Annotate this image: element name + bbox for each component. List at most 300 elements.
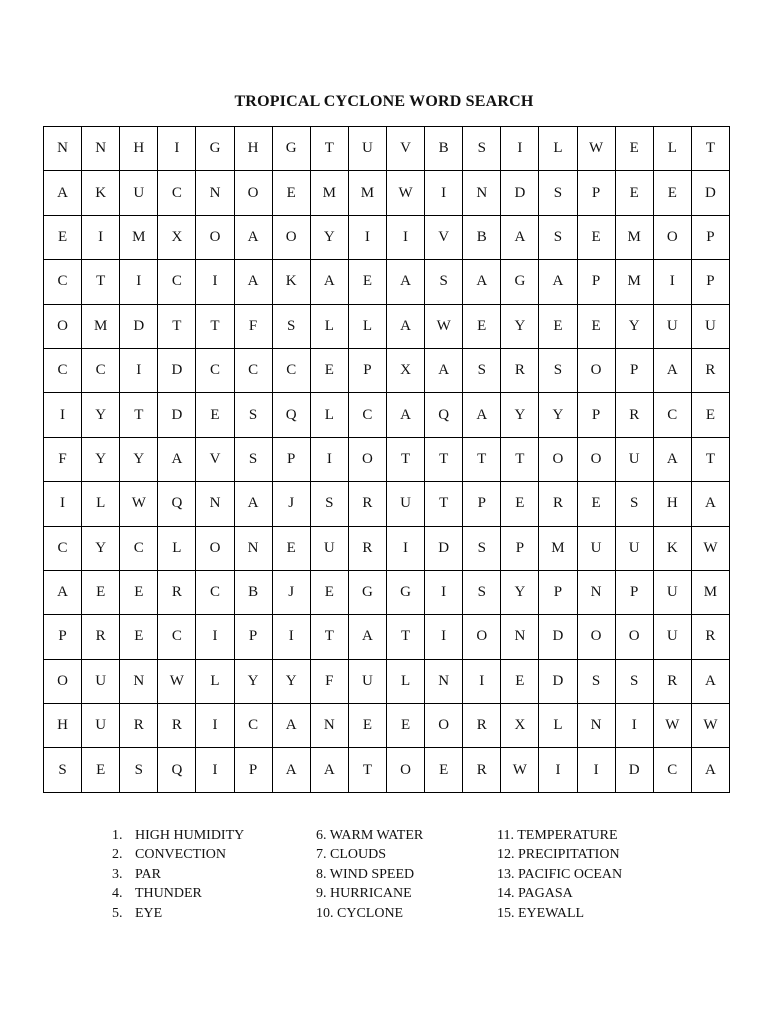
grid-cell[interactable]: C <box>196 348 234 392</box>
grid-cell[interactable]: O <box>577 437 615 481</box>
grid-cell[interactable]: C <box>234 348 272 392</box>
grid-cell[interactable]: L <box>539 127 577 171</box>
grid-cell[interactable]: A <box>425 348 463 392</box>
grid-cell[interactable]: P <box>234 748 272 793</box>
grid-cell[interactable]: Y <box>615 304 653 348</box>
grid-cell[interactable]: I <box>196 748 234 793</box>
grid-cell[interactable]: S <box>425 260 463 304</box>
word-number: 6. <box>316 828 327 843</box>
grid-cell[interactable]: I <box>386 526 424 570</box>
grid-cell[interactable]: P <box>615 348 653 392</box>
grid-cell[interactable]: C <box>158 171 196 215</box>
grid-cell[interactable]: E <box>577 304 615 348</box>
grid-cell[interactable]: R <box>653 659 691 703</box>
grid-cell[interactable]: S <box>234 437 272 481</box>
grid-cell[interactable]: I <box>82 215 120 259</box>
grid-cell[interactable]: Y <box>501 304 539 348</box>
grid-cell[interactable]: Q <box>425 393 463 437</box>
grid-cell[interactable]: A <box>386 304 424 348</box>
grid-cell[interactable]: U <box>386 482 424 526</box>
grid-cell[interactable]: X <box>158 215 196 259</box>
word-list-item <box>316 904 496 923</box>
grid-cell[interactable]: D <box>158 393 196 437</box>
grid-cell[interactable]: Y <box>501 393 539 437</box>
grid-cell[interactable]: C <box>158 260 196 304</box>
grid-cell[interactable]: R <box>501 348 539 392</box>
grid-cell[interactable]: C <box>44 348 82 392</box>
grid-cell[interactable]: M <box>691 570 729 614</box>
grid-cell[interactable]: Y <box>82 526 120 570</box>
grid-cell[interactable]: S <box>615 659 653 703</box>
grid-cell[interactable]: N <box>44 127 82 171</box>
grid-cell[interactable]: E <box>577 215 615 259</box>
grid-cell[interactable]: W <box>386 171 424 215</box>
grid-cell[interactable]: E <box>463 304 501 348</box>
grid-cell[interactable]: T <box>82 260 120 304</box>
grid-cell[interactable]: E <box>501 482 539 526</box>
grid-cell[interactable]: I <box>196 260 234 304</box>
grid-cell[interactable]: S <box>539 348 577 392</box>
grid-cell[interactable]: G <box>386 570 424 614</box>
grid-row <box>44 215 730 259</box>
grid-cell[interactable]: C <box>348 393 386 437</box>
grid-cell[interactable]: M <box>615 215 653 259</box>
grid-row <box>44 615 730 659</box>
grid-cell[interactable]: R <box>463 748 501 793</box>
grid-cell[interactable]: T <box>348 748 386 793</box>
grid-cell[interactable]: J <box>272 482 310 526</box>
grid-cell[interactable]: J <box>272 570 310 614</box>
grid-cell[interactable]: L <box>196 659 234 703</box>
grid-cell[interactable]: M <box>615 260 653 304</box>
grid-cell[interactable]: I <box>653 260 691 304</box>
grid-cell[interactable]: L <box>310 393 348 437</box>
grid-cell[interactable]: U <box>120 171 158 215</box>
grid-cell[interactable]: R <box>691 615 729 659</box>
grid-cell[interactable]: N <box>234 526 272 570</box>
grid-cell[interactable]: O <box>425 704 463 748</box>
grid-cell[interactable]: Y <box>310 215 348 259</box>
grid-cell[interactable]: D <box>501 171 539 215</box>
grid-cell[interactable]: E <box>348 704 386 748</box>
grid-row <box>44 704 730 748</box>
grid-cell[interactable]: E <box>310 348 348 392</box>
grid-cell[interactable]: A <box>691 748 729 793</box>
grid-cell[interactable]: I <box>386 215 424 259</box>
grid-cell[interactable]: H <box>234 127 272 171</box>
grid-cell[interactable]: U <box>82 659 120 703</box>
grid-cell[interactable]: E <box>615 171 653 215</box>
grid-cell[interactable]: E <box>82 570 120 614</box>
grid-cell[interactable]: I <box>158 127 196 171</box>
grid-cell[interactable]: D <box>691 171 729 215</box>
grid-cell[interactable]: I <box>425 171 463 215</box>
grid-row <box>44 659 730 703</box>
grid-cell[interactable]: Q <box>158 748 196 793</box>
grid-cell[interactable]: A <box>234 260 272 304</box>
grid-cell[interactable]: A <box>653 348 691 392</box>
grid-cell[interactable]: U <box>348 127 386 171</box>
grid-cell[interactable]: P <box>691 260 729 304</box>
grid-cell[interactable]: M <box>120 215 158 259</box>
grid-cell[interactable]: C <box>82 348 120 392</box>
grid-cell[interactable]: U <box>653 304 691 348</box>
grid-cell[interactable]: A <box>44 570 82 614</box>
grid-cell[interactable]: S <box>234 393 272 437</box>
grid-cell[interactable]: M <box>348 171 386 215</box>
grid-cell[interactable]: P <box>234 615 272 659</box>
grid-cell[interactable]: R <box>158 704 196 748</box>
grid-cell[interactable]: E <box>120 615 158 659</box>
grid-cell[interactable]: P <box>501 526 539 570</box>
grid-cell[interactable]: A <box>348 615 386 659</box>
word-list-item <box>316 884 496 903</box>
grid-cell[interactable]: M <box>82 304 120 348</box>
grid-cell[interactable]: I <box>120 260 158 304</box>
grid-cell[interactable]: G <box>196 127 234 171</box>
grid-cell[interactable]: R <box>691 348 729 392</box>
grid-cell[interactable]: P <box>348 348 386 392</box>
grid-cell[interactable]: T <box>386 615 424 659</box>
grid-row <box>44 171 730 215</box>
grid-cell[interactable]: A <box>310 260 348 304</box>
grid-cell[interactable]: S <box>615 482 653 526</box>
grid-cell[interactable]: E <box>272 526 310 570</box>
grid-cell[interactable]: W <box>653 704 691 748</box>
grid-cell[interactable]: Y <box>539 393 577 437</box>
grid-cell[interactable]: Y <box>82 393 120 437</box>
grid-cell[interactable]: E <box>120 570 158 614</box>
grid-cell[interactable]: L <box>653 127 691 171</box>
grid-cell[interactable]: R <box>539 482 577 526</box>
grid-cell[interactable]: F <box>234 304 272 348</box>
grid-cell[interactable]: A <box>272 704 310 748</box>
grid-cell[interactable]: C <box>44 260 82 304</box>
grid-cell[interactable]: A <box>272 748 310 793</box>
grid-cell[interactable]: P <box>463 482 501 526</box>
grid-row <box>44 570 730 614</box>
grid-cell[interactable]: U <box>348 659 386 703</box>
grid-cell[interactable]: H <box>653 482 691 526</box>
grid-cell[interactable]: E <box>82 748 120 793</box>
grid-cell[interactable]: O <box>653 215 691 259</box>
word-number: 9. <box>316 886 327 902</box>
grid-cell[interactable]: A <box>234 215 272 259</box>
grid-cell[interactable]: W <box>691 704 729 748</box>
grid-cell[interactable]: E <box>386 704 424 748</box>
grid-cell[interactable]: U <box>691 304 729 348</box>
word-text: WARM WATER <box>329 828 424 843</box>
grid-cell[interactable]: T <box>425 482 463 526</box>
grid-cell[interactable]: S <box>463 526 501 570</box>
grid-cell[interactable]: W <box>158 659 196 703</box>
grid-cell[interactable]: T <box>120 393 158 437</box>
grid-cell[interactable]: E <box>44 215 82 259</box>
grid-cell[interactable]: G <box>348 570 386 614</box>
grid-cell[interactable]: C <box>120 526 158 570</box>
grid-cell[interactable]: N <box>196 482 234 526</box>
word-list-item <box>316 826 496 845</box>
grid-cell[interactable]: P <box>577 260 615 304</box>
grid-cell[interactable]: R <box>348 482 386 526</box>
grid-cell[interactable]: I <box>577 748 615 793</box>
grid-cell[interactable]: D <box>425 526 463 570</box>
grid-cell[interactable]: A <box>653 437 691 481</box>
grid-cell[interactable]: C <box>44 526 82 570</box>
grid-cell[interactable]: L <box>539 704 577 748</box>
word-number: 3. <box>112 866 123 882</box>
grid-cell[interactable]: C <box>272 348 310 392</box>
grid-cell[interactable]: R <box>615 393 653 437</box>
grid-cell[interactable]: R <box>120 704 158 748</box>
word-text: PRECIPITATION <box>518 847 620 863</box>
grid-cell[interactable]: F <box>44 437 82 481</box>
grid-cell[interactable]: P <box>691 215 729 259</box>
grid-cell[interactable]: I <box>272 615 310 659</box>
grid-cell[interactable]: I <box>196 704 234 748</box>
grid-cell[interactable]: E <box>425 748 463 793</box>
grid-cell[interactable]: S <box>539 215 577 259</box>
grid-cell[interactable]: D <box>158 348 196 392</box>
grid-cell[interactable]: S <box>539 171 577 215</box>
word-text: CONVECTION <box>135 847 226 863</box>
grid-cell[interactable]: E <box>310 570 348 614</box>
grid-cell[interactable]: P <box>539 570 577 614</box>
grid-cell[interactable]: G <box>272 127 310 171</box>
grid-cell[interactable]: A <box>386 393 424 437</box>
grid-cell[interactable]: P <box>272 437 310 481</box>
grid-cell[interactable]: I <box>615 704 653 748</box>
grid-cell[interactable]: N <box>425 659 463 703</box>
grid-cell[interactable]: X <box>386 348 424 392</box>
grid-cell[interactable]: O <box>577 348 615 392</box>
grid-cell[interactable]: T <box>425 437 463 481</box>
grid-cell[interactable]: O <box>577 615 615 659</box>
grid-cell[interactable]: N <box>501 615 539 659</box>
grid-cell[interactable]: O <box>386 748 424 793</box>
grid-cell[interactable]: A <box>158 437 196 481</box>
grid-cell[interactable]: R <box>82 615 120 659</box>
grid-cell[interactable]: E <box>539 304 577 348</box>
grid-cell[interactable]: D <box>539 659 577 703</box>
grid-cell[interactable]: O <box>234 171 272 215</box>
grid-cell[interactable]: P <box>577 393 615 437</box>
grid-cell[interactable]: C <box>196 570 234 614</box>
grid-cell[interactable]: Y <box>234 659 272 703</box>
grid-cell[interactable]: T <box>691 437 729 481</box>
grid-cell[interactable]: M <box>310 171 348 215</box>
grid-cell[interactable]: L <box>82 482 120 526</box>
grid-cell[interactable]: E <box>691 393 729 437</box>
word-text: CYCLONE <box>337 905 404 921</box>
grid-cell[interactable]: C <box>653 393 691 437</box>
grid-cell[interactable]: O <box>44 659 82 703</box>
grid-cell[interactable]: R <box>463 704 501 748</box>
grid-cell[interactable]: T <box>463 437 501 481</box>
grid-cell[interactable]: T <box>310 615 348 659</box>
grid-cell[interactable]: U <box>310 526 348 570</box>
grid-cell[interactable]: S <box>463 570 501 614</box>
grid-cell[interactable]: O <box>539 437 577 481</box>
grid-cell[interactable]: E <box>348 260 386 304</box>
word-list-item <box>112 904 312 923</box>
grid-cell[interactable]: K <box>272 260 310 304</box>
grid-cell[interactable]: P <box>615 570 653 614</box>
grid-cell[interactable]: P <box>577 171 615 215</box>
grid-cell[interactable]: Q <box>158 482 196 526</box>
grid-cell[interactable]: R <box>348 526 386 570</box>
grid-cell[interactable]: C <box>653 748 691 793</box>
grid-cell[interactable]: B <box>463 215 501 259</box>
grid-cell[interactable]: O <box>348 437 386 481</box>
grid-cell[interactable]: E <box>615 127 653 171</box>
grid-cell[interactable]: N <box>120 659 158 703</box>
grid-cell[interactable]: E <box>653 171 691 215</box>
grid-cell[interactable]: A <box>386 260 424 304</box>
grid-cell[interactable]: A <box>463 393 501 437</box>
grid-cell[interactable]: K <box>653 526 691 570</box>
grid-cell[interactable]: V <box>425 215 463 259</box>
grid-cell[interactable]: O <box>272 215 310 259</box>
grid-cell[interactable]: U <box>653 615 691 659</box>
grid-cell[interactable]: B <box>425 127 463 171</box>
grid-cell[interactable]: S <box>120 748 158 793</box>
grid-cell[interactable]: I <box>425 570 463 614</box>
grid-cell[interactable]: I <box>310 437 348 481</box>
grid-cell[interactable]: L <box>348 304 386 348</box>
grid-cell[interactable]: G <box>501 260 539 304</box>
grid-cell[interactable]: T <box>310 127 348 171</box>
grid-cell[interactable]: H <box>120 127 158 171</box>
grid-cell[interactable]: H <box>44 704 82 748</box>
word-text: EYE <box>135 905 163 921</box>
grid-cell[interactable]: L <box>386 659 424 703</box>
grid-cell[interactable]: Y <box>501 570 539 614</box>
word-text: HURRICANE <box>330 886 412 902</box>
grid-cell[interactable]: A <box>501 215 539 259</box>
grid-cell[interactable]: T <box>386 437 424 481</box>
page-title: TROPICAL CYCLONE WORD SEARCH <box>234 93 534 110</box>
grid-cell[interactable]: W <box>425 304 463 348</box>
grid-cell[interactable]: N <box>577 704 615 748</box>
grid-cell[interactable]: C <box>158 615 196 659</box>
grid-cell[interactable]: O <box>463 615 501 659</box>
word-text: WIND SPEED <box>329 866 415 882</box>
grid-cell[interactable]: I <box>425 615 463 659</box>
grid-cell[interactable]: O <box>615 615 653 659</box>
grid-cell[interactable]: S <box>463 348 501 392</box>
grid-cell[interactable]: T <box>158 304 196 348</box>
word-list-item <box>497 904 697 923</box>
grid-cell[interactable]: I <box>44 482 82 526</box>
word-list-item <box>316 865 496 884</box>
grid-cell[interactable]: U <box>82 704 120 748</box>
grid-cell[interactable]: R <box>158 570 196 614</box>
grid-cell[interactable]: I <box>501 127 539 171</box>
grid-cell[interactable]: E <box>577 482 615 526</box>
word-number: 4. <box>112 886 123 902</box>
grid-cell[interactable]: L <box>158 526 196 570</box>
word-list-column-1 <box>112 826 312 923</box>
grid-cell[interactable]: V <box>386 127 424 171</box>
grid-cell[interactable]: U <box>615 437 653 481</box>
grid-cell[interactable]: W <box>501 748 539 793</box>
grid-cell[interactable]: I <box>348 215 386 259</box>
grid-cell[interactable]: X <box>501 704 539 748</box>
grid-cell[interactable]: I <box>44 393 82 437</box>
grid-cell[interactable]: M <box>539 526 577 570</box>
grid-cell[interactable]: U <box>615 526 653 570</box>
grid-cell[interactable]: Y <box>272 659 310 703</box>
grid-cell[interactable]: F <box>310 659 348 703</box>
grid-cell[interactable]: N <box>196 171 234 215</box>
grid-cell[interactable]: W <box>577 127 615 171</box>
word-list-item <box>497 826 697 845</box>
grid-cell[interactable]: A <box>310 748 348 793</box>
grid-cell[interactable]: S <box>44 748 82 793</box>
grid-cell[interactable]: P <box>44 615 82 659</box>
grid-cell[interactable]: A <box>44 171 82 215</box>
grid-cell[interactable]: D <box>539 615 577 659</box>
grid-cell[interactable]: N <box>310 704 348 748</box>
grid-cell[interactable]: O <box>196 215 234 259</box>
grid-cell[interactable]: K <box>82 171 120 215</box>
grid-cell[interactable]: I <box>539 748 577 793</box>
grid-cell[interactable]: I <box>196 615 234 659</box>
grid-cell[interactable]: U <box>577 526 615 570</box>
grid-cell[interactable]: E <box>501 659 539 703</box>
grid-cell[interactable]: N <box>577 570 615 614</box>
grid-cell[interactable]: T <box>196 304 234 348</box>
word-text: PACIFIC OCEAN <box>518 866 623 882</box>
grid-cell[interactable]: N <box>82 127 120 171</box>
grid-cell[interactable]: A <box>463 260 501 304</box>
grid-cell[interactable]: O <box>196 526 234 570</box>
grid-cell[interactable]: D <box>120 304 158 348</box>
grid-cell[interactable]: Y <box>82 437 120 481</box>
grid-cell[interactable]: S <box>310 482 348 526</box>
grid-cell[interactable]: E <box>196 393 234 437</box>
grid-cell[interactable]: Y <box>120 437 158 481</box>
grid-row <box>44 304 730 348</box>
grid-cell[interactable]: L <box>310 304 348 348</box>
grid-cell[interactable]: Q <box>272 393 310 437</box>
grid-cell[interactable]: E <box>272 171 310 215</box>
grid-cell[interactable]: N <box>463 171 501 215</box>
grid-cell[interactable]: C <box>234 704 272 748</box>
word-text: PAGASA <box>518 886 573 902</box>
grid-cell[interactable]: V <box>196 437 234 481</box>
grid-cell[interactable]: T <box>501 437 539 481</box>
grid-cell[interactable]: I <box>120 348 158 392</box>
grid-cell[interactable]: U <box>653 570 691 614</box>
grid-cell[interactable]: S <box>463 127 501 171</box>
grid-cell[interactable]: I <box>463 659 501 703</box>
grid-cell[interactable]: S <box>272 304 310 348</box>
grid-cell[interactable]: A <box>539 260 577 304</box>
grid-cell[interactable]: A <box>691 659 729 703</box>
grid-cell[interactable]: W <box>120 482 158 526</box>
grid-cell[interactable]: A <box>234 482 272 526</box>
word-list-item <box>112 826 312 845</box>
grid-cell[interactable]: B <box>234 570 272 614</box>
grid-cell[interactable]: S <box>577 659 615 703</box>
grid-cell[interactable]: T <box>691 127 729 171</box>
grid-cell[interactable]: D <box>615 748 653 793</box>
grid-cell[interactable]: W <box>691 526 729 570</box>
grid-cell[interactable]: A <box>691 482 729 526</box>
grid-cell[interactable]: O <box>44 304 82 348</box>
